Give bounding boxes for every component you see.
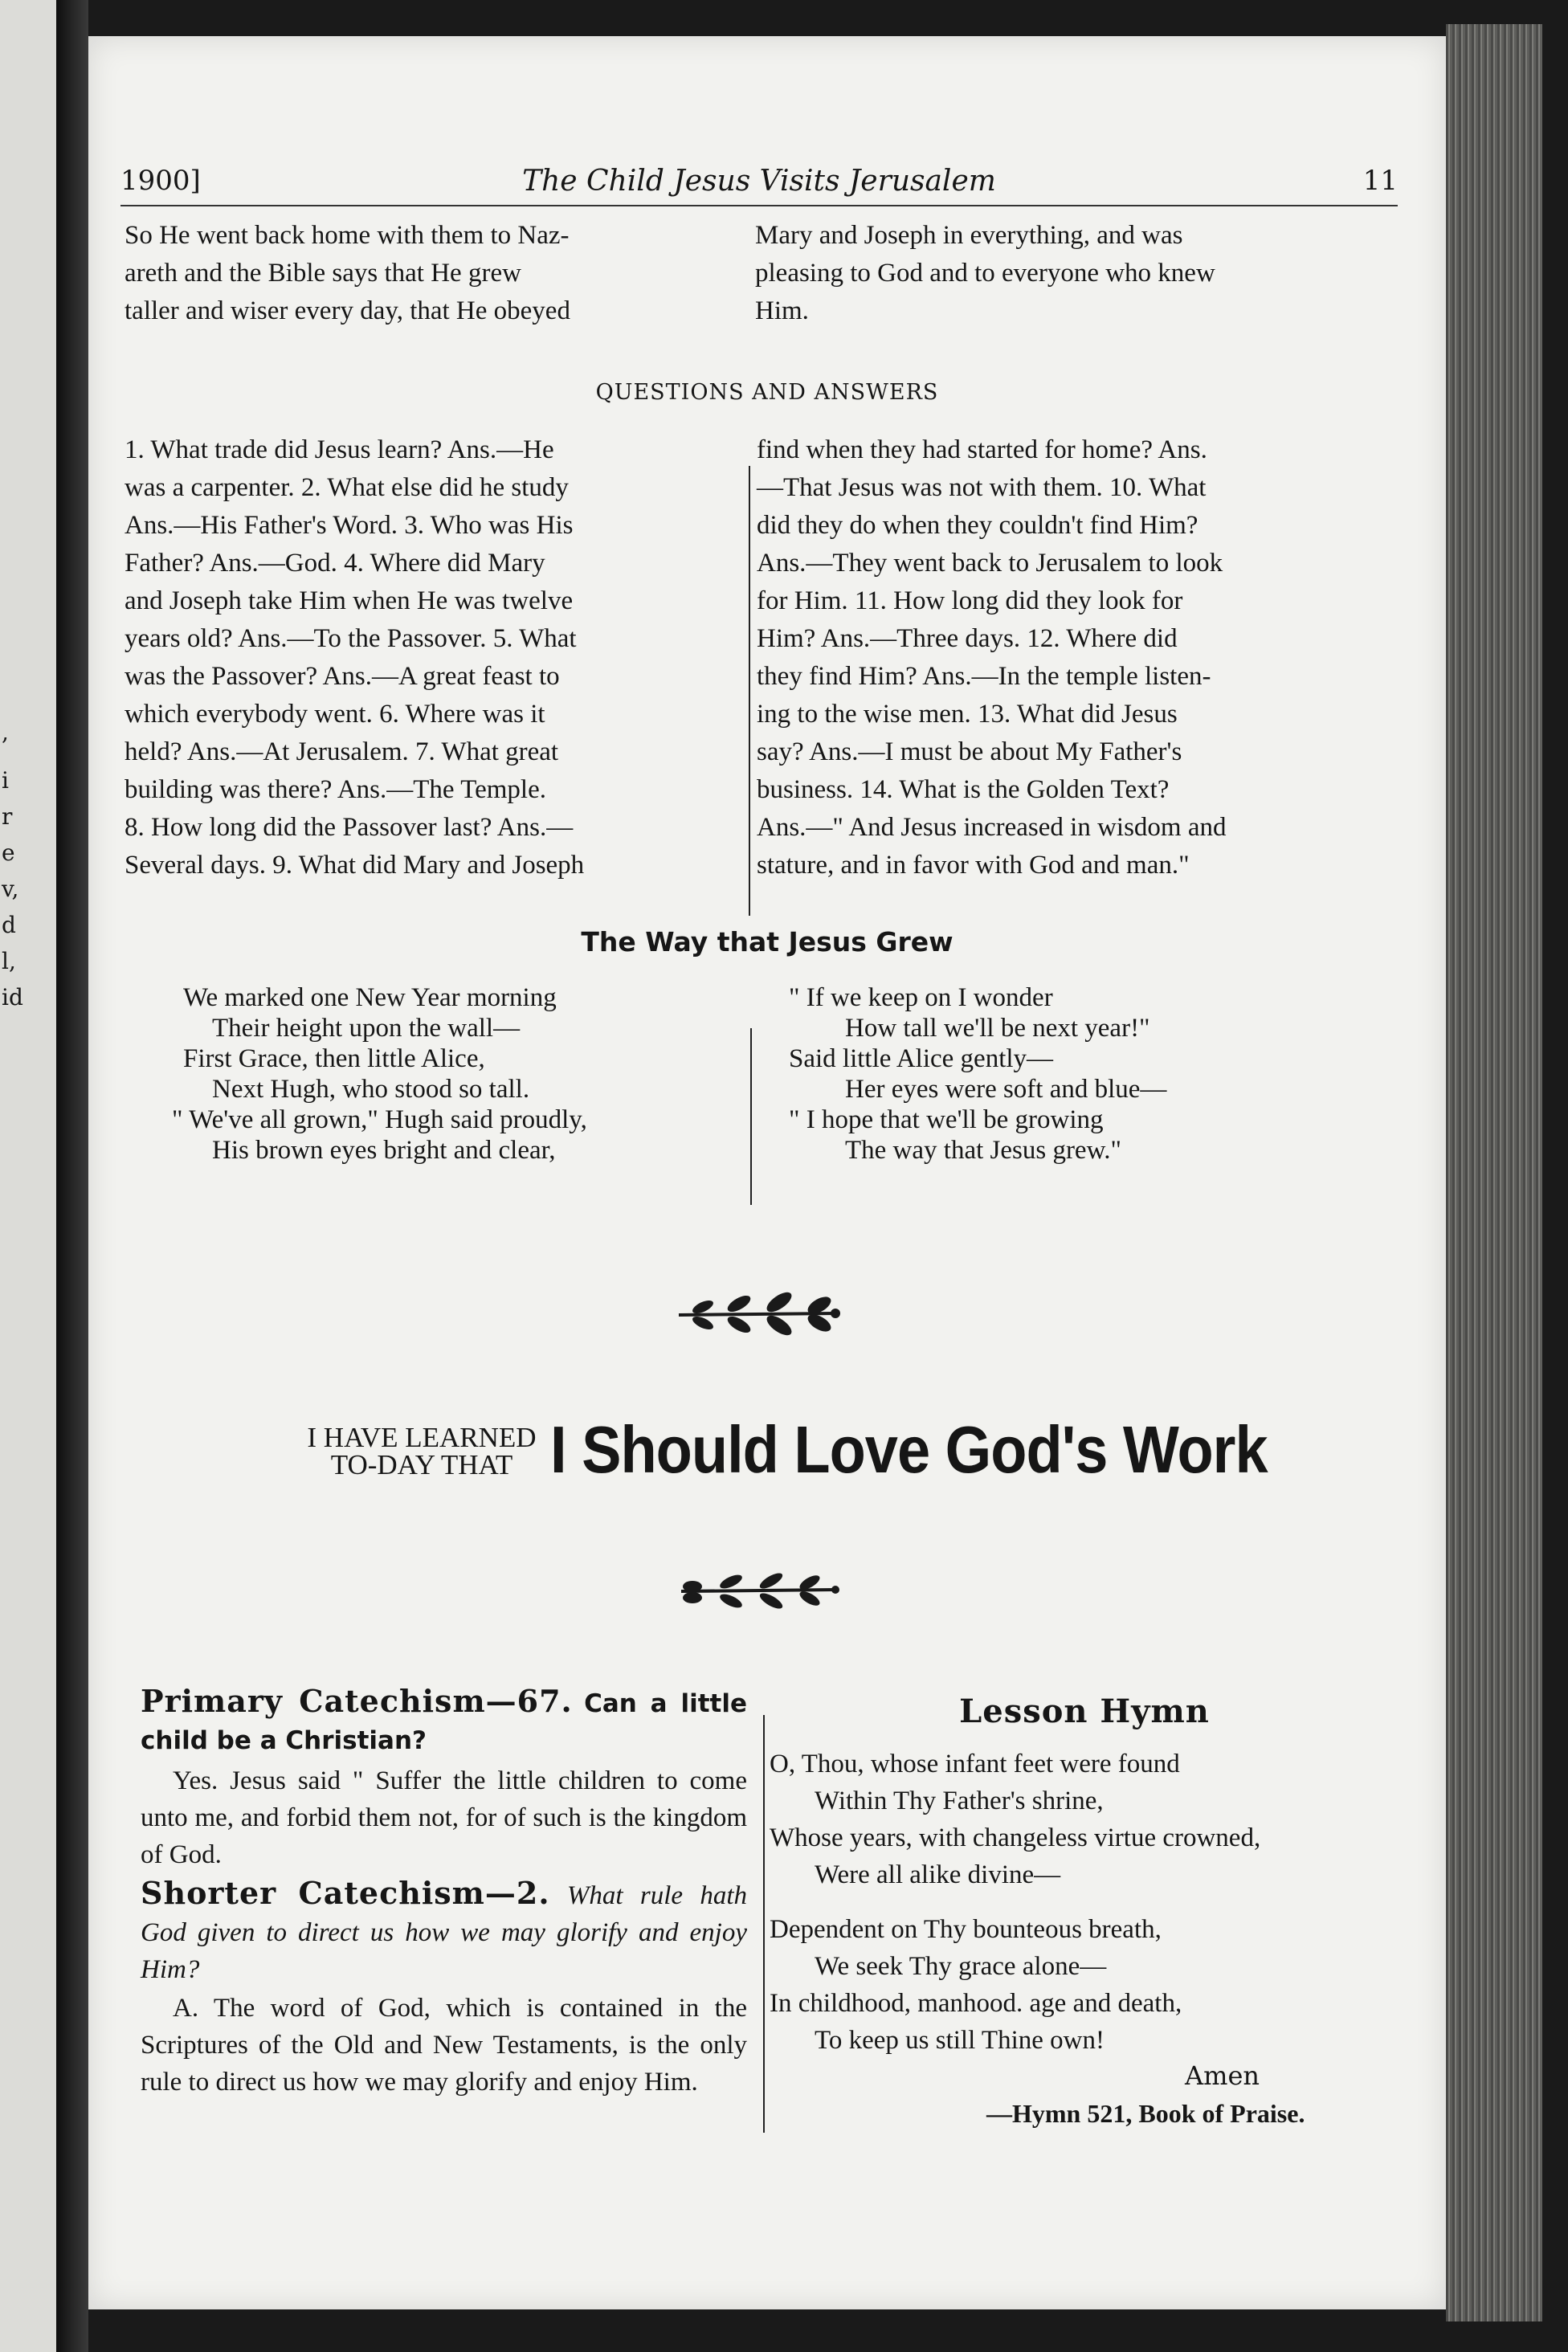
poem-right-stanza xyxy=(789,982,1367,1166)
hymn-amen: Amen xyxy=(1185,2060,1260,2091)
text-line: So He went back home with them to Naz- xyxy=(125,221,570,250)
text-line: they find Him? Ans.—In the temple listen- xyxy=(757,662,1211,691)
verse-line: The way that Jesus grew." xyxy=(845,1136,1121,1165)
text-line: Mary and Joseph in everything, and was xyxy=(755,221,1183,250)
shorter-catechism-answer: A. The word of God, which is contained in the Scriptures of the Old and New Testaments, is the only rule to direct us how we may glorify and enjoy Him. xyxy=(141,1994,747,2097)
hymn-line: We seek Thy grace alone— xyxy=(815,1952,1107,1981)
verse-line: " I hope that we'll be growing xyxy=(789,1105,1104,1134)
book-page xyxy=(88,36,1446,2309)
hymn-line: Dependent on Thy bounteous breath, xyxy=(770,1915,1162,1944)
verse-line: Next Hugh, who stood so tall. xyxy=(212,1075,530,1104)
text-line: Several days. 9. What did Mary and Joseph xyxy=(125,851,585,880)
leaf-ornament-icon xyxy=(675,1569,843,1613)
left-page-fragment: d xyxy=(2,912,16,938)
primary-catechism-question: Can a little child be a Christian? xyxy=(141,1689,747,1755)
poem-title: The Way that Jesus Grew xyxy=(581,926,953,958)
left-page-fragment: v, xyxy=(2,876,19,902)
text-line: 8. How long did the Passover last? Ans.— xyxy=(125,813,574,842)
text-line: Father? Ans.—God. 4. Where did Mary xyxy=(125,549,545,578)
page-stack-edge xyxy=(1446,24,1542,2321)
hymn-line: In childhood, manhood. age and death, xyxy=(770,1989,1182,2018)
left-page-fragment: , xyxy=(2,719,9,745)
text-line: held? Ans.—At Jerusalem. 7. What great xyxy=(125,737,559,766)
shorter-catechism xyxy=(141,1875,747,1988)
text-line: Ans.—" And Jesus increased in wisdom and xyxy=(757,813,1227,842)
left-page-fragment: e xyxy=(2,839,15,866)
hymn-line: Within Thy Father's shrine, xyxy=(815,1786,1104,1815)
verse-line: Said little Alice gently— xyxy=(789,1044,1054,1073)
text-line: 1. What trade did Jesus learn? Ans.—He xyxy=(125,435,554,464)
text-line: building was there? Ans.—The Temple. xyxy=(125,775,546,804)
text-line: for Him. 11. How long did they look for xyxy=(757,586,1183,615)
left-page-fragment: r xyxy=(2,803,13,830)
adjacent-page-edge xyxy=(0,0,56,2352)
poem-divider xyxy=(750,1028,752,1205)
shorter-catechism-question: What rule hath God given to direct us how we may glorify and enjoy Him? xyxy=(141,1881,748,1984)
hymn-title: Lesson Hymn xyxy=(959,1693,1210,1730)
verse-line: First Grace, then little Alice, xyxy=(183,1044,485,1073)
hymn-line: O, Thou, whose infant feet were found xyxy=(770,1750,1180,1778)
text-line: years old? Ans.—To the Passover. 5. What xyxy=(125,624,577,653)
primary-catechism xyxy=(141,1683,747,1759)
text-line: —That Jesus was not with them. 10. What xyxy=(757,473,1207,502)
header-title: The Child Jesus Visits Jerusalem xyxy=(522,165,996,198)
hymn-line: To keep us still Thine own! xyxy=(815,2026,1105,2055)
text-line: stature, and in favor with God and man." xyxy=(757,851,1190,880)
learned-statement: I Should Love God's Work xyxy=(550,1412,1268,1488)
column-divider xyxy=(749,466,750,916)
header-year: 1900] xyxy=(120,165,201,197)
text-line: business. 14. What is the Golden Text? xyxy=(757,775,1170,804)
shorter-catechism-title: Shorter Catechism—2. xyxy=(141,1875,550,1911)
poem-left-stanza xyxy=(172,982,745,1166)
text-line: ing to the wise men. 13. What did Jesus xyxy=(757,700,1178,729)
left-page-fragment: l, xyxy=(2,948,16,974)
text-line: Ans.—His Father's Word. 3. Who was His xyxy=(125,511,574,540)
text-line: which everybody went. 6. Where was it xyxy=(125,700,545,729)
primary-catechism-title: Primary Catechism—67. xyxy=(141,1683,573,1719)
verse-line: " We've all grown," Hugh said proudly, xyxy=(172,1105,587,1134)
primary-catechism-answer: Yes. Jesus said " Suffer the little children to come unto me, and forbid them not, for of such is the kingdom of God. xyxy=(141,1766,747,1869)
text-line: say? Ans.—I must be about My Father's xyxy=(757,737,1182,766)
leaf-ornament-icon xyxy=(671,1289,847,1337)
text-line: was the Passover? Ans.—A great feast to xyxy=(125,662,560,691)
verse-line: Her eyes were soft and blue— xyxy=(845,1075,1167,1104)
text-line: taller and wiser every day, that He obeyed xyxy=(125,296,570,325)
page-number: 11 xyxy=(1362,165,1398,197)
text-line: did they do when they couldn't find Him? xyxy=(757,511,1198,540)
running-header xyxy=(120,165,1398,206)
text-line: and Joseph take Him when He was twelve xyxy=(125,586,574,615)
text-line: find when they had started for home? Ans. xyxy=(757,435,1207,464)
intro-left-column xyxy=(125,217,735,330)
verse-line: " If we keep on I wonder xyxy=(789,983,1053,1012)
verse-line: Their height upon the wall— xyxy=(212,1014,521,1043)
book-gutter xyxy=(56,0,88,2352)
text-line: Him? Ans.—Three days. 12. Where did xyxy=(757,624,1178,653)
hymn-source: —Hymn 521, Book of Praise. xyxy=(986,2099,1305,2128)
catechism-divider xyxy=(763,1715,765,2133)
qa-left-column xyxy=(125,431,743,884)
text-line: was a carpenter. 2. What else did he study xyxy=(125,473,569,502)
hymn-line: Were all alike divine— xyxy=(815,1860,1061,1889)
qa-right-column xyxy=(757,431,1399,884)
catechism-column xyxy=(141,1683,747,2101)
verse-line: How tall we'll be next year!" xyxy=(845,1014,1150,1043)
hymn-line: Whose years, with changeless virtue crowned, xyxy=(770,1823,1261,1852)
verse-line: We marked one New Year morning xyxy=(183,983,557,1012)
verse-line: His brown eyes bright and clear, xyxy=(212,1136,556,1165)
hymn-text xyxy=(770,1746,1412,2059)
intro-right-column xyxy=(755,217,1398,330)
learned-prefix-line: I HAVE LEARNED xyxy=(307,1422,537,1453)
left-page-fragment: id xyxy=(2,984,23,1011)
text-line: areth and the Bible says that He grew xyxy=(125,259,521,288)
text-line: pleasing to God and to everyone who knew xyxy=(755,259,1215,288)
learned-prefix-line: TO-DAY THAT xyxy=(330,1449,513,1480)
left-page-fragment: i xyxy=(2,767,9,794)
qa-heading: QUESTIONS AND ANSWERS xyxy=(595,380,939,405)
text-line: Ans.—They went back to Jerusalem to look xyxy=(757,549,1223,578)
text-line: Him. xyxy=(755,296,809,325)
